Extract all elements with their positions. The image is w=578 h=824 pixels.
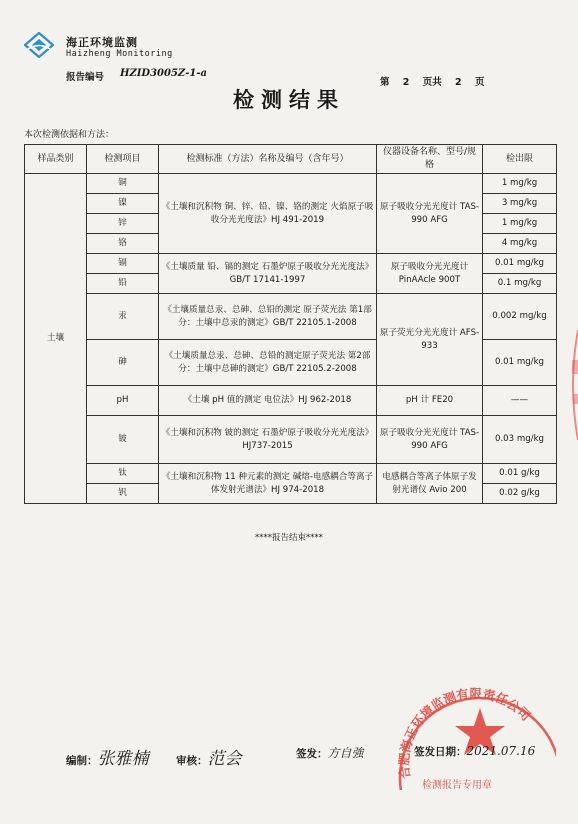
report-end-note: ****报告结束**** <box>254 533 323 543</box>
official-seal-stamp <box>388 660 556 790</box>
item-cell: 钒 <box>87 484 159 504</box>
item-cell: 铍 <box>87 416 159 464</box>
item-cell: pH <box>87 386 159 416</box>
compiler-handwritten-name: 张雅楠 <box>97 749 149 769</box>
issue-date-label: 签发日期： <box>414 746 467 758</box>
report-number-label: 报告编号 <box>66 72 105 83</box>
item-cell: 钛 <box>87 464 159 484</box>
company-name-en: Haizheng Monitoring <box>66 49 173 59</box>
issuer-handwritten-name: 方自強 <box>327 746 364 760</box>
item-cell: 砷 <box>87 340 159 386</box>
table-row <box>25 416 557 464</box>
reviewer-signature <box>176 744 242 769</box>
instrument-cell: 原子吸收分光光度计 TAS-990 AFG <box>377 174 483 254</box>
header-sample-type: 样品类别 <box>25 145 87 174</box>
item-cell: 铅 <box>87 274 159 294</box>
table-row <box>25 254 557 274</box>
limit-cell: 0.01 mg/kg <box>483 340 557 386</box>
header-standard: 检测标准（方法）名称及编号（含年号） <box>159 145 377 174</box>
standard-cell: 《土壤 pH 值的测定 电位法》HJ 962-2018 <box>159 386 377 416</box>
standard-cell: 《土壤质量总汞、总砷、总铅的测定 原子荧光法 第1部分：土壤中总汞的测定》GB/T 22105.1-2008 <box>159 294 377 340</box>
method-basis-label: 本次检测依据和方法： <box>24 130 115 140</box>
report-number: HZID3005Z-1-a <box>120 68 207 79</box>
compiler-signature <box>66 744 149 769</box>
header-instrument: 仪器设备名称、型号/规格 <box>377 145 483 174</box>
issue-date <box>414 744 535 759</box>
reviewer-label: 审核： <box>176 755 208 767</box>
edge-seal-fragment <box>568 330 578 440</box>
standard-cell: 《土壤和沉积物 11 种元素的测定 碱熔-电感耦合等离子体发射光谱法》HJ 974-2018 <box>159 464 377 504</box>
instrument-cell: 电感耦合等离子体原子发射光谱仪 Avio 200 <box>377 464 483 504</box>
page-indicator: 第 2 页共 2 页 <box>380 77 485 88</box>
limit-cell: 0.02 g/kg <box>483 484 557 504</box>
item-cell: 铬 <box>87 234 159 254</box>
table-row <box>25 386 557 416</box>
instrument-cell: 原子吸收分光光度计 PinAAcle 900T <box>377 254 483 294</box>
sample-type-cell: 土壤 <box>25 174 87 504</box>
header-item: 检测项目 <box>87 145 159 174</box>
header-limit: 检出限 <box>483 145 557 174</box>
limit-cell: 0.03 mg/kg <box>483 416 557 464</box>
instrument-cell: 原子荧光分光光度计 AFS-933 <box>377 294 483 386</box>
standard-cell: 《土壤和沉积物 铍的测定 石墨炉原子吸收分光光度法》 HJ737-2015 <box>159 416 377 464</box>
standard-cell: 《土壤质量总汞、总砷、总铅的测定原子荧光法 第2部分：土壤中总砷的测定》GB/T 22105.2-2008 <box>159 340 377 386</box>
item-cell: 镉 <box>87 254 159 274</box>
standard-cell: 《土壤质量 铅、镉的测定 石墨炉原子吸收分光光度法》 GB/T 17141-1997 <box>159 254 377 294</box>
instrument-cell: pH 计 FE20 <box>377 386 483 416</box>
table-row <box>25 464 557 484</box>
limit-cell: 0.01 g/kg <box>483 464 557 484</box>
compiler-label: 编制： <box>66 755 98 767</box>
seal-company-text: 合肥海正环境监测有限责任公司 <box>396 685 534 780</box>
table-row <box>25 174 557 194</box>
limit-cell: —— <box>483 386 557 416</box>
issuer-signature <box>296 744 364 761</box>
limit-cell: 3 mg/kg <box>483 194 557 214</box>
page-title: 检测结果 <box>233 88 345 112</box>
item-cell: 汞 <box>87 294 159 340</box>
item-cell: 镍 <box>87 194 159 214</box>
issuer-label: 签发： <box>296 748 328 760</box>
issue-date-value: 2021.07.16 <box>466 744 536 758</box>
instrument-cell: 原子吸收分光光度计 TAS-990 AFG <box>377 416 483 464</box>
limit-cell: 0.1 mg/kg <box>483 274 557 294</box>
limit-cell: 1 mg/kg <box>483 174 557 194</box>
company-name-cn: 海正环境监测 <box>66 36 138 49</box>
limit-cell: 0.01 mg/kg <box>483 254 557 274</box>
limit-cell: 4 mg/kg <box>483 234 557 254</box>
limit-cell: 0.002 mg/kg <box>483 294 557 340</box>
table-header-row <box>25 145 557 174</box>
table-row <box>25 294 557 340</box>
company-logo-icon <box>24 32 54 58</box>
reviewer-handwritten-name: 范会 <box>207 749 242 769</box>
item-cell: 锌 <box>87 214 159 234</box>
seal-subtitle-text: 检测报告专用章 <box>422 780 492 790</box>
item-cell: 铜 <box>87 174 159 194</box>
standard-cell: 《土壤和沉积物 铜、锌、铅、镍、铬的测定 火焰原子吸收分光光度法》HJ 491-2019 <box>159 174 377 254</box>
limit-cell: 1 mg/kg <box>483 214 557 234</box>
results-table <box>24 144 557 504</box>
